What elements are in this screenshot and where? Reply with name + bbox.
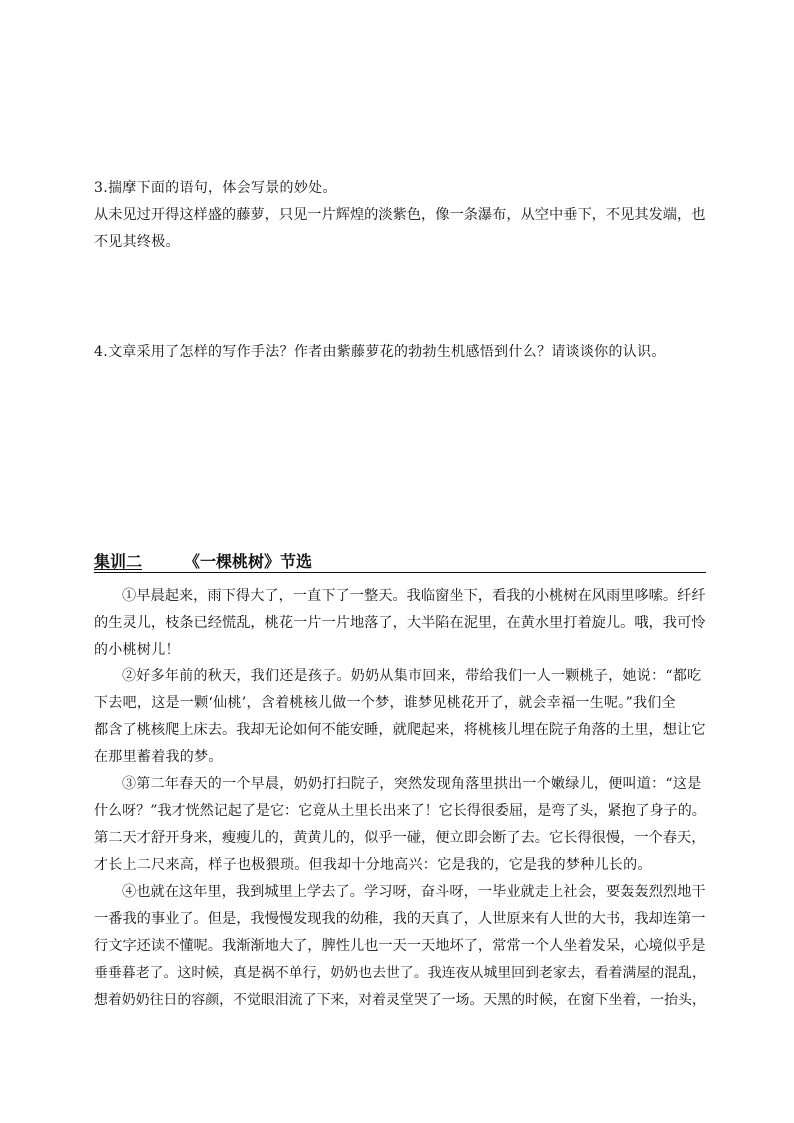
passage-line: 一番我的事业了。但是，我慢慢发现我的幼稚，我的天真了，人世原来有人世的大书，我却连第一 bbox=[94, 911, 706, 927]
passage-line: 下去吧，这是一颗‘仙桃’，含着桃核儿做一个梦，谁梦见桃花开了，就会幸福一生呢。”我们全 bbox=[94, 695, 676, 711]
passage-line: 第二天才舒开身来，瘦瘦儿的，黄黄儿的，似乎一碰，便立即会断了去。它长得很慢，一个春天， bbox=[94, 830, 706, 846]
section-label: 集训二 bbox=[94, 552, 143, 571]
passage-line: 垂垂暮老了。这时候，真是祸不单行，奶奶也去世了。我连夜从城里回到老家去，看着满屋的混乱， bbox=[94, 965, 706, 981]
passage-line: 在那里蓄着我的梦。 bbox=[94, 749, 223, 765]
question-3-quote-line-1: 从未见过开得这样盛的藤萝，只见一片辉煌的淡紫色，像一条瀑布，从空中垂下，不见其发端，也 bbox=[94, 207, 706, 223]
passage-line: 都含了桃核爬上床去。我却无论如何不能安睡，就爬起来，将桃核儿埋在院子角落的土里，想让它 bbox=[94, 722, 706, 738]
passage-line: 行文字还读不懂呢。我渐渐地大了，脾性儿也一天一天地坏了，常常一个人坐着发呆，心境似乎是 bbox=[94, 938, 706, 954]
passage-line: ②好多年前的秋天，我们还是孩子。奶奶从集市回来，带给我们一人一颗桃子，她说：“都吃 bbox=[122, 668, 702, 684]
passage-line: 什么呀？”我才恍然记起了是它：它竟从土里长出来了！它长得很委屈，是弯了头，紧抱了身子的。 bbox=[94, 803, 706, 819]
passage-line: 的小桃树儿！ bbox=[94, 642, 180, 658]
passage-line: ①早晨起来，雨下得大了，一直下了一整天。我临窗坐下，看我的小桃树在风雨里哆嗦。纤纤 bbox=[122, 588, 706, 604]
passage-line: 才长上二尺来高，样子也极猥琐。但我却十分地高兴：它是我的，它是我的梦种儿长的。 bbox=[94, 857, 652, 873]
section-heading bbox=[94, 552, 706, 573]
passage-line: 的生灵儿，枝条已经慌乱，桃花一片一片地落了，大半陷在泥里，在黄水里打着旋儿。哦，我可怜 bbox=[94, 615, 706, 631]
passage-line: ④也就在这年里，我到城里上学去了。学习呀，奋斗呀，一毕业就走上社会，要轰轰烈烈地干 bbox=[122, 884, 706, 900]
question-3-prompt: 3.揣摩下面的语句，体会写景的妙处。 bbox=[94, 180, 337, 196]
passage-line: 想着奶奶往日的容颜，不觉眼泪流了下来，对着灵堂哭了一场。天黑的时候，在窗下坐着，一抬头， bbox=[94, 992, 706, 1008]
passage-line: ③第二年春天的一个早晨，奶奶打扫院子，突然发现角落里拱出一个嫩绿儿，便叫道：“这是 bbox=[122, 776, 702, 792]
section-title: 《一棵桃树》节选 bbox=[184, 552, 313, 571]
question-3-quote-line-2: 不见其终极。 bbox=[94, 234, 180, 250]
question-4-prompt: 4.文章采用了怎样的写作手法？作者由紫藤萝花的勃勃生机感悟到什么？请谈谈你的认识。 bbox=[94, 344, 666, 360]
